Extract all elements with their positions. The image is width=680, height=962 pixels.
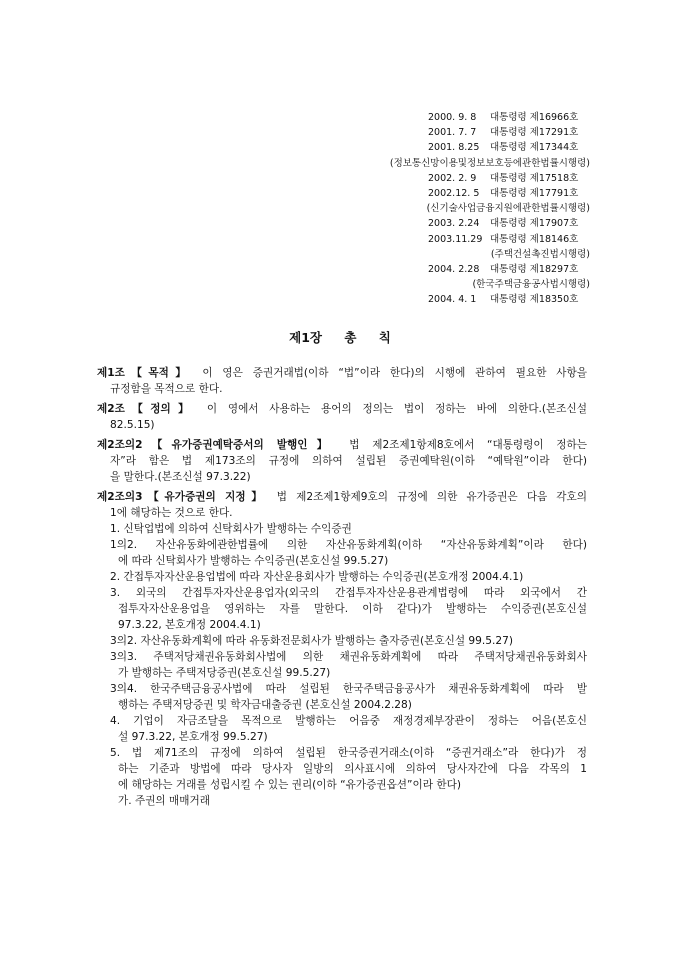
- history-decree: 대통령령 제18146호: [490, 233, 579, 245]
- text-line: 접투자자산운용업을 영위하는 자를 말한다. 이하 같다)가 발행하는 수익증권(본호신설: [118, 603, 587, 615]
- history-note: [390, 277, 590, 292]
- history-decree: 대통령령 제17791호: [490, 188, 579, 200]
- history-date: 2001. 8.25: [428, 142, 480, 154]
- article-heading: 제2조의3【유가증권의 지정】: [97, 491, 268, 503]
- chapter-heading: [0, 328, 680, 346]
- text-line: 2. 간접투자자산운용업법에 따라 자산운용회사가 발행하는 수익증권(본호개정 2004.4.1): [110, 571, 524, 583]
- text-line: 을 말한다.(본조신설 97.3.22): [110, 471, 251, 483]
- history-decree: 대통령령 제17291호: [490, 127, 579, 139]
- text-line: 에 따라 신탁회사가 발행하는 수익증권(본호신설 99.5.27): [118, 555, 389, 567]
- text-line: 1. 신탁업법에 의하여 신탁회사가 발행하는 수익증권: [110, 523, 352, 535]
- history-note: [390, 156, 590, 171]
- history-entry: [390, 232, 590, 247]
- article-line: 제2조의2【유가증권예탁증서의 발행인】 법 제2조제1항제8호에서 “대통령령이 정하는: [97, 439, 587, 451]
- history-date: 2002. 2. 9: [428, 172, 477, 184]
- text-line: 하는 기준과 방법에 따라 당사자 일방의 의사표시에 의하여 당사자간에 다음 각목의 1: [118, 763, 587, 775]
- history-decree: 대통령령 제16966호: [490, 112, 579, 123]
- history-note: [390, 201, 590, 216]
- history-date: 2002.12. 5: [428, 188, 480, 200]
- text-line: 가 발행하는 주택저당증권(본호신설 99.5.27): [118, 667, 331, 679]
- amendment-history: [390, 110, 590, 308]
- history-date: 2003. 2.24: [428, 218, 480, 230]
- history-note-text: (한국주택금융공사법시행령): [472, 279, 590, 291]
- text-line: 행하는 주택저당증권 및 학자금대출증권 (본호신설 2004.2.28): [118, 699, 412, 711]
- article-heading: 제1조【목적】: [97, 367, 193, 379]
- text-line: 1에 해당하는 것으로 한다.: [110, 507, 233, 519]
- chapter-number: 제1장: [289, 330, 322, 345]
- history-entry: [390, 262, 590, 277]
- history-date: 2001. 7. 7: [428, 127, 477, 139]
- text-line: 가. 주권의 매매거래: [118, 795, 210, 807]
- history-decree: 대통령령 제17907호: [490, 218, 579, 230]
- history-date: 2004. 2.28: [428, 264, 480, 276]
- history-entry: [390, 140, 590, 155]
- history-decree: 대통령령 제18297호: [490, 264, 579, 276]
- history-date: 2003.11.29: [428, 233, 483, 245]
- article-line: 제1조【목적】 이 영은 증권거래법(이하 “법”이라 한다)의 시행에 관하여 필요한 사항을: [97, 367, 587, 379]
- history-decree: 대통령령 제18350호: [490, 294, 579, 306]
- text-line: 규정함을 목적으로 한다.: [110, 383, 223, 395]
- history-entry: [390, 110, 590, 125]
- history-entry: [390, 216, 590, 231]
- text-line: 에 해당하는 거래를 성립시킬 수 있는 권리(이하 “유가증권옵션”이라 한다): [118, 779, 461, 791]
- text-line: 4. 기업이 자금조달을 목적으로 발행하는 어음중 재정경제부장관이 정하는 어음(본호신: [110, 715, 587, 727]
- text-line: 3. 외국의 간접투자자산운용업자(외국의 간접투자자산운용관계법령에 따라 외국에서 간: [110, 587, 587, 599]
- article-heading: 제2조의2【유가증권예탁증서의 발행인】: [97, 439, 337, 451]
- history-date: 2000. 9. 8: [428, 112, 477, 123]
- text-line: 82.5.15): [110, 419, 155, 431]
- history-note-text: (신기술사업금융지원에관한법률시행령): [426, 203, 590, 215]
- article-line: 제2조의3【유가증권의 지정】 법 제2조제1항제9호의 규정에 의한 유가증권은 다음 각호의: [97, 491, 587, 503]
- history-note: [390, 247, 590, 262]
- text-line: 3의2. 자산유동화계획에 따라 유동화전문회사가 발행하는 출자증권(본호신설 99.5.27): [110, 635, 513, 647]
- chapter-title-part-2: 칙: [378, 330, 391, 345]
- history-note-text: (주택건설촉진법시행령): [490, 248, 590, 260]
- text-line: 3의4. 한국주택금융공사법에 따라 설립된 한국주택금융공사가 채권유동화계획에 따라 발: [110, 683, 587, 695]
- history-entry: [390, 125, 590, 140]
- article-line: 제2조【정의】 이 영에서 사용하는 용어의 정의는 법이 정하는 바에 의한다.(본조신설: [97, 403, 587, 415]
- history-decree: 대통령령 제17344호: [490, 142, 579, 154]
- history-note-text: (정보통신망이용및정보보호등에관한법률시행령): [389, 157, 590, 169]
- history-entry: [390, 186, 590, 201]
- text-line: 설 97.3.22, 본호개정 99.5.27): [118, 731, 268, 743]
- text-line: 97.3.22, 본호개정 2004.4.1): [118, 619, 261, 631]
- history-entry: [390, 171, 590, 186]
- text-line: 1의2. 자산유동화에관한법률에 의한 자산유동화계획(이하 “자산유동화계획”이라 한다): [110, 539, 587, 551]
- text-line: 자”라 함은 법 제173조의 규정에 의하여 설립된 증권예탁원(이하 “예탁원”이라 한다): [110, 455, 587, 467]
- article-heading: 제2조【정의】: [97, 403, 197, 415]
- history-decree: 대통령령 제17518호: [490, 172, 579, 184]
- chapter-title-part-1: 총: [344, 330, 357, 345]
- text-line: 3의3. 주택저당채권유동화회사법에 의한 채권유동화계획에 따라 주택저당채권유동화회사: [110, 651, 587, 663]
- history-date: 2004. 4. 1: [428, 294, 477, 306]
- history-entry: [390, 292, 590, 307]
- article-text: [97, 365, 587, 809]
- text-line: 5. 법 제71조의 규정에 의하여 설립된 한국증권거래소(이하 “증권거래소”라 한다)가 정: [110, 747, 587, 759]
